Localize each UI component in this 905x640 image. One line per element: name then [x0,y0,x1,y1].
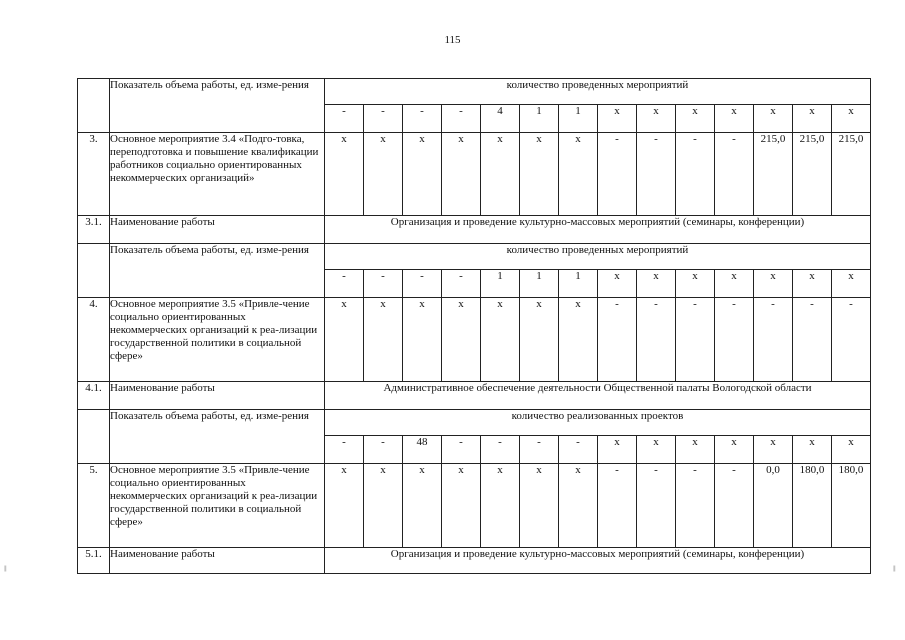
measure-row-3 [78,133,871,216]
value-cell: x [325,464,364,548]
value-cell: x [403,298,442,382]
value-cell: x [637,105,676,133]
value-cell: - [364,270,403,298]
row-number: 5. [78,464,110,548]
value-cell: x [403,464,442,548]
value-cell: - [715,298,754,382]
value-cell: x [832,105,871,133]
value-cell: x [481,133,520,216]
span-text: количество проведенных мероприятий [325,244,871,270]
value-cell: - [598,464,637,548]
value-cell: x [637,270,676,298]
measure-row-5 [78,464,871,548]
value-cell: - [325,270,364,298]
row-label: Показатель объема работы, ед. изме-рения [110,244,325,298]
value-cell: x [559,133,598,216]
indicator-row-1-unit [78,79,871,105]
value-cell: x [715,436,754,464]
value-cell: - [832,298,871,382]
value-cell: x [520,464,559,548]
value-cell: - [442,270,481,298]
value-cell: - [364,105,403,133]
value-cell: - [559,436,598,464]
value-cell: 215,0 [793,133,832,216]
value-cell: x [403,133,442,216]
value-cell: x [364,133,403,216]
value-cell: - [325,436,364,464]
value-cell: 0,0 [754,464,793,548]
value-cell: x [832,270,871,298]
span-text: количество проведенных мероприятий [325,79,871,105]
row-label: Наименование работы [110,216,325,244]
value-cell: x [832,436,871,464]
value-cell: 1 [520,270,559,298]
value-cell: x [325,298,364,382]
value-cell: - [598,298,637,382]
margin-mark-left: | | | [4,566,6,572]
value-cell: - [637,298,676,382]
value-cell: x [754,105,793,133]
value-cell: 1 [559,105,598,133]
work-name-row-3-1 [78,216,871,244]
value-cell: x [793,270,832,298]
value-cell: 180,0 [793,464,832,548]
value-cell: x [598,270,637,298]
work-name-row-5-1 [78,548,871,574]
page-number: 115 [444,34,461,46]
value-cell: 1 [520,105,559,133]
value-cell: x [676,436,715,464]
indicator-row-3-unit [78,410,871,436]
value-cell: x [598,436,637,464]
value-cell: x [520,298,559,382]
value-cell: 180,0 [832,464,871,548]
program-table [77,78,871,574]
value-cell: x [598,105,637,133]
value-cell: 48 [403,436,442,464]
value-cell: x [559,464,598,548]
work-name-row-4-1 [78,382,871,410]
value-cell: x [520,133,559,216]
value-cell: 215,0 [832,133,871,216]
row-label: Основное мероприятие 3.5 «Привле-чение социально ориентированных некоммерческих организаций к реа-лизации государственной политики в социальной сфере» [110,464,325,548]
value-cell: x [715,270,754,298]
measure-row-4 [78,298,871,382]
row-number [78,410,110,464]
value-cell: 4 [481,105,520,133]
span-text: Организация и проведение культурно-массовых мероприятий (семинары, конференции) [325,216,871,244]
value-cell: x [676,105,715,133]
value-cell: - [403,270,442,298]
value-cell: - [364,436,403,464]
value-cell: x [481,464,520,548]
row-label: Основное мероприятие 3.5 «Привле-чение социально ориентированных некоммерческих организаций к реа-лизации государственной политики в социальной сфере» [110,298,325,382]
value-cell: x [559,298,598,382]
value-cell: - [754,298,793,382]
value-cell: - [676,133,715,216]
value-cell: 215,0 [754,133,793,216]
row-number: 4. [78,298,110,382]
value-cell: - [715,464,754,548]
row-number: 4.1. [78,382,110,410]
value-cell: x [364,298,403,382]
value-cell: - [676,298,715,382]
row-label: Показатель объема работы, ед. изме-рения [110,410,325,464]
row-label: Показатель объема работы, ед. изме-рения [110,79,325,133]
value-cell: x [715,105,754,133]
span-text: количество реализованных проектов [325,410,871,436]
value-cell: - [637,133,676,216]
value-cell: x [364,464,403,548]
value-cell: - [520,436,559,464]
value-cell: x [676,270,715,298]
row-number: 5.1. [78,548,110,574]
row-label: Наименование работы [110,382,325,410]
value-cell: - [403,105,442,133]
value-cell: x [442,298,481,382]
value-cell: x [754,436,793,464]
margin-mark-right: | | | [893,566,895,572]
span-text: Организация и проведение культурно-массовых мероприятий (семинары, конференции) [325,548,871,574]
value-cell: 1 [559,270,598,298]
value-cell: 1 [481,270,520,298]
indicator-row-2-unit [78,244,871,270]
value-cell: x [442,133,481,216]
value-cell: x [793,105,832,133]
value-cell: - [325,105,364,133]
row-number [78,244,110,298]
value-cell: - [637,464,676,548]
value-cell: x [481,298,520,382]
row-number: 3.1. [78,216,110,244]
value-cell: x [793,436,832,464]
span-text: Административное обеспечение деятельности Общественной палаты Вологодской области [325,382,871,410]
row-number [78,79,110,133]
value-cell: x [637,436,676,464]
value-cell: - [598,133,637,216]
row-label: Основное мероприятие 3.4 «Подго-товка, переподготовка и повышение квалификации работников социально ориентированных некоммерческих организаций» [110,133,325,216]
value-cell: - [481,436,520,464]
row-label: Наименование работы [110,548,325,574]
value-cell: - [442,436,481,464]
value-cell: x [754,270,793,298]
value-cell: - [676,464,715,548]
row-number: 3. [78,133,110,216]
value-cell: - [793,298,832,382]
value-cell: - [442,105,481,133]
value-cell: - [715,133,754,216]
value-cell: x [325,133,364,216]
value-cell: x [442,464,481,548]
